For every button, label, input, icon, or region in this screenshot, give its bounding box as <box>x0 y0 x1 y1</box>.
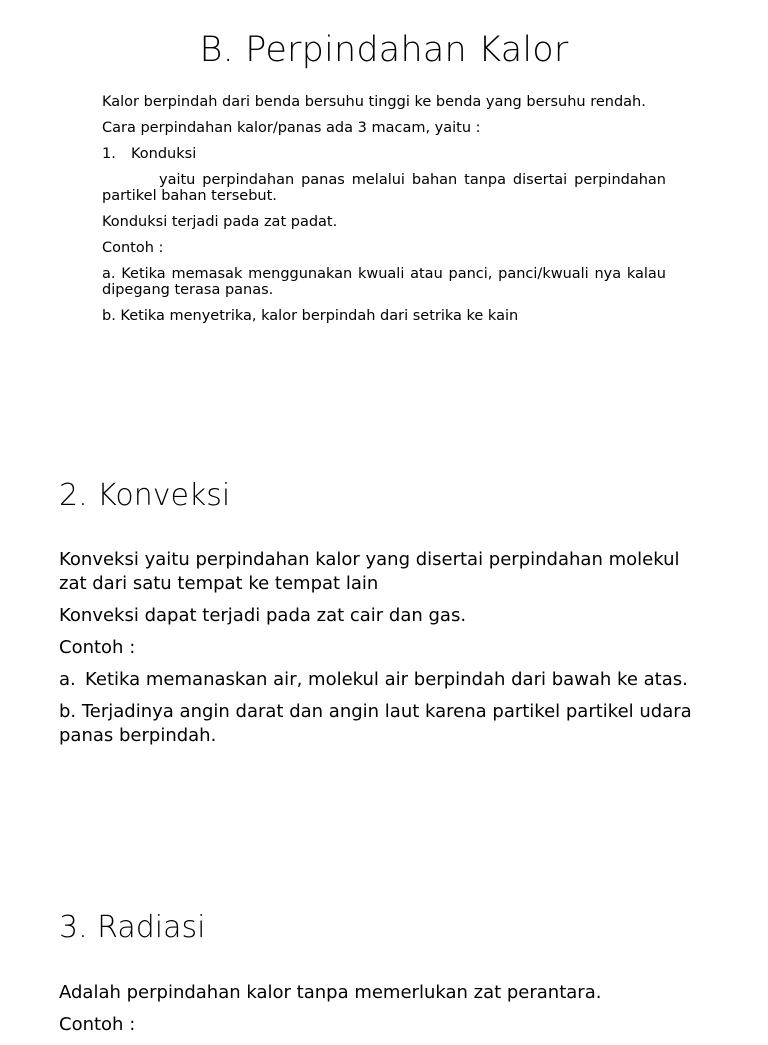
paragraph: Contoh : <box>59 637 136 658</box>
paragraph: Contoh : <box>102 240 164 256</box>
slide-title: B. Perpindahan Kalor <box>199 30 569 70</box>
slide-konveksi <box>0 440 768 860</box>
list-label: Konduksi <box>131 146 197 162</box>
paragraph: b. Ketika menyetrika, kalor berpindah dari setrika ke kain <box>102 308 519 324</box>
slide-body <box>102 94 666 334</box>
list-item-konduksi <box>102 146 666 162</box>
paragraph: Konveksi dapat terjadi pada zat cair dan gas. <box>59 605 467 626</box>
slide-body <box>59 548 709 756</box>
paragraph: Contoh : <box>59 1014 136 1035</box>
list-item-a <box>59 668 709 692</box>
list-number: 1. <box>102 146 116 162</box>
paragraph: yaitu perpindahan panas melalui bahan tanpa disertai perpindahan partikel bahan tersebut. <box>102 172 666 204</box>
paragraph: b. Terjadinya angin darat dan angin laut karena partikel partikel udara panas berpindah. <box>59 701 692 746</box>
paragraph: Konveksi yaitu perpindahan kalor yang disertai perpindahan molekul zat dari satu tempat ke tempat lain <box>59 549 680 594</box>
slide-konduksi <box>0 0 768 420</box>
paragraph: a. Ketika memasak menggunakan kwuali atau panci, panci/kwuali nya kalau dipegang terasa panas. <box>102 266 666 298</box>
list-label: Ketika memanaskan air, molekul air berpindah dari bawah ke atas. <box>85 669 688 690</box>
paragraph: Cara perpindahan kalor/panas ada 3 macam, yaitu : <box>102 120 481 136</box>
slide-title: 2. Konveksi <box>59 478 231 513</box>
list-number: a. <box>59 669 76 690</box>
paragraph: Konduksi terjadi pada zat padat. <box>102 214 338 230</box>
slide-radiasi <box>0 880 768 1035</box>
paragraph: Adalah perpindahan kalor tanpa memerlukan zat perantara. <box>59 982 602 1003</box>
paragraph: Kalor berpindah dari benda bersuhu tinggi ke benda yang bersuhu rendah. <box>102 94 646 110</box>
slide-body <box>59 981 709 1045</box>
slide-title: 3. Radiasi <box>59 910 206 945</box>
